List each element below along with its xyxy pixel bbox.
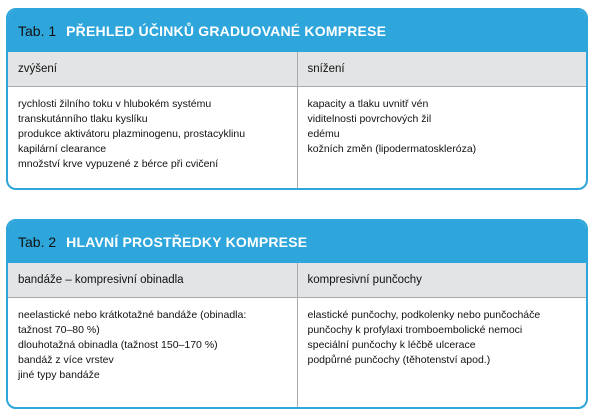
table-2-col-stockings [297,298,587,409]
table-1 [6,8,588,190]
list-item: kožních změn (lipodermatoskleróza) [307,143,477,155]
list-item: elastické punčochy, podkolenky nebo punčocháče [307,309,541,321]
list-item: transkutánního tlaku kyslíku [18,113,148,125]
table-2-title: HLAVNÍ PROSTŘEDKY KOMPRESE [66,234,308,250]
table-1-header [8,10,586,52]
table-2-number: Tab. 2 [18,234,57,250]
table-1-title: PŘEHLED ÚČINKŮ GRADUOVANÉ KOMPRESE [66,23,387,39]
table-1-number: Tab. 1 [18,23,57,39]
list-item: kapilární clearance [18,143,107,155]
table-2-body [8,298,586,409]
list-item: produkce aktivátoru plazminogenu, prostacyklinu [18,128,246,140]
table-2-col-header-stockings: kompresivní punčochy [297,263,587,297]
table-1-col-increase [8,87,297,188]
list-item: kapacity a tlaku uvnitř vén [307,98,429,110]
list-item: podpůrné punčochy (těhotenství apod.) [307,354,491,366]
table-1-col-header-increase: zvýšení [18,63,57,75]
list-item: viditelnosti povrchových žil [307,113,432,125]
list-item: množství krve vypuzené z bérce při cvičení [18,158,219,170]
list-item: edému [307,128,340,140]
table-1-column-headers [8,52,586,87]
list-item: jiné typy bandáže [18,369,100,381]
table-1-body [8,87,586,188]
table-2 [6,219,588,409]
list-item: tažnost 70–80 %) [18,324,100,336]
table-2-column-headers [8,263,586,298]
list-item: dlouhotažná obinadla (tažnost 150–170 %) [18,339,218,351]
list-item: speciální punčochy k léčbě ulcerace [307,339,476,351]
list-item: rychlosti žilního toku v hlubokém systému [18,98,212,110]
list-item: bandáž z více vrstev [18,354,114,366]
list-item: neelastické nebo krátkotažné bandáže (obinadla: [18,309,247,321]
table-2-col-bandages [8,298,297,409]
table-2-header [8,221,586,263]
table-2-col-header-bandages: bandáže – kompresivní obinadla [18,274,184,286]
list-item: punčochy k profylaxi tromboembolické nemoci [307,324,523,336]
table-1-col-header-decrease: snížení [297,52,587,86]
table-1-col-decrease [297,87,587,188]
